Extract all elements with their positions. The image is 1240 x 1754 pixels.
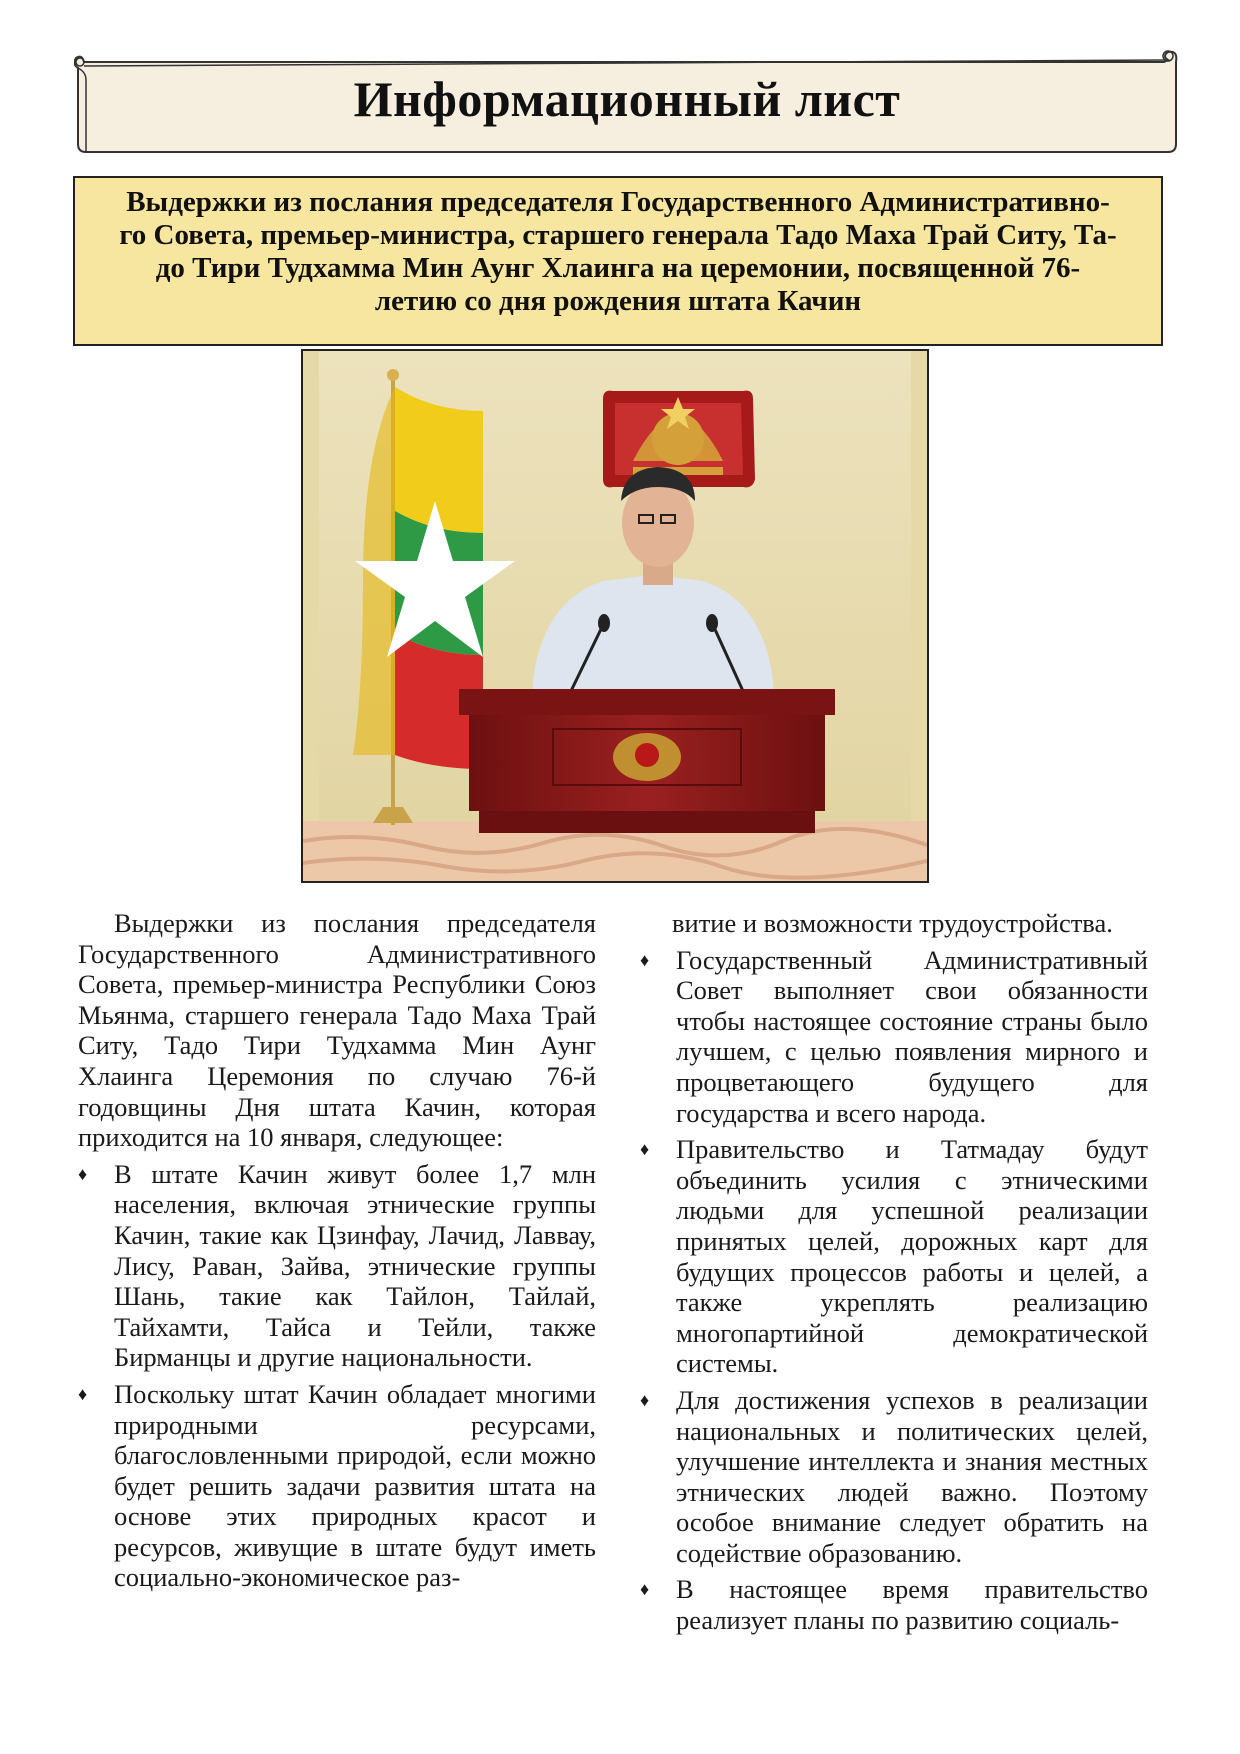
subtitle-line: до Тири Тудхамма Мин Аунг Хлаинга на церемонии, посвященной 76- [155, 252, 1081, 284]
diamond-bullet-icon: ♦ [640, 1579, 650, 1600]
list-item [640, 1385, 1148, 1569]
left-column [78, 908, 596, 1593]
speech-photo [301, 349, 929, 883]
right-column [640, 908, 1148, 1636]
diamond-bullet-icon: ♦ [640, 1389, 650, 1410]
list-item [78, 1159, 596, 1373]
bullet-text: В штате Качин живут более 1,7 млн населения, включая этнические группы Качин, такие как Цзинфау, Лачид, Лаввау, Лису, Раван, Зайва, этнические группы Шань, такие как Тайлон, Тайлай, Тайхамти, Тайса и Тейли, также Бирманцы и другие национальности. [114, 1158, 596, 1373]
subtitle-line: летию со дня рождения штата Качин [374, 285, 862, 317]
diamond-bullet-icon: ♦ [78, 1383, 88, 1404]
list-item [640, 1574, 1148, 1635]
photo-illustration [303, 351, 927, 881]
page-title: Информационный лист [353, 71, 901, 127]
subtitle-line: го Совета, премьер-министра, старшего генерала Тадо Маха Трай Ситу, Та- [119, 219, 1117, 251]
list-item [640, 945, 1148, 1129]
intro-paragraph: Выдержки из послания председателя Государственного Административного Совета, премьер-министра Республики Союз Мьянма, старшего генерала Тадо Маха Трай Ситу, Тадо Тири Тудхамма Мин Аунг Хлаинга Церемония по случаю 76-й годовщины Дня штата Качин, которая приходится на 10 января, следующее: [78, 908, 596, 1153]
bullet-text: Для достижения успехов в реализации национальных и политических целей, улучшение интеллекта и знания местных этнических людей важно. Поэтому особое внимание следует обратить на содействие образованию. [676, 1384, 1148, 1568]
bullet-text: В настоящее время правительство реализует планы по развитию социаль- [676, 1574, 1148, 1636]
bullet-text: Государственный Административный Совет выполняет свои обязанности чтобы настоящее состояние страны было лучшем, с целью появления мирного и процветающего будущего для государства и всего народа. [676, 944, 1148, 1128]
bullet-list [640, 945, 1148, 1636]
subtitle-text [85, 186, 1151, 318]
bullet-text: Правительство и Татмадау будут объединить усилия с этническими людьми для успешной реализации принятых целей, дорожных карт для будущих процессов работы и целей, а также укреплять реализацию многопартийной демократической системы. [676, 1134, 1148, 1379]
diamond-bullet-icon: ♦ [78, 1163, 88, 1184]
subtitle-line: Выдержки из послания председателя Государственного Административно- [126, 186, 1110, 218]
list-item [640, 1134, 1148, 1379]
subtitle-box [73, 176, 1163, 346]
podium [459, 689, 835, 833]
list-item [78, 1379, 596, 1593]
bullet-text: Поскольку штат Качин обладает многими природными ресурсами, благословленными природой, если можно будет решить задачи развития штата на основе этих природных красот и ресурсов, живущие в штате будут иметь социально-экономическое раз- [114, 1378, 596, 1593]
diamond-bullet-icon: ♦ [640, 949, 650, 970]
bullet-list [78, 1159, 596, 1593]
diamond-bullet-icon: ♦ [640, 1139, 650, 1160]
continued-paragraph: витие и возможности трудоустройства. [672, 908, 1113, 938]
